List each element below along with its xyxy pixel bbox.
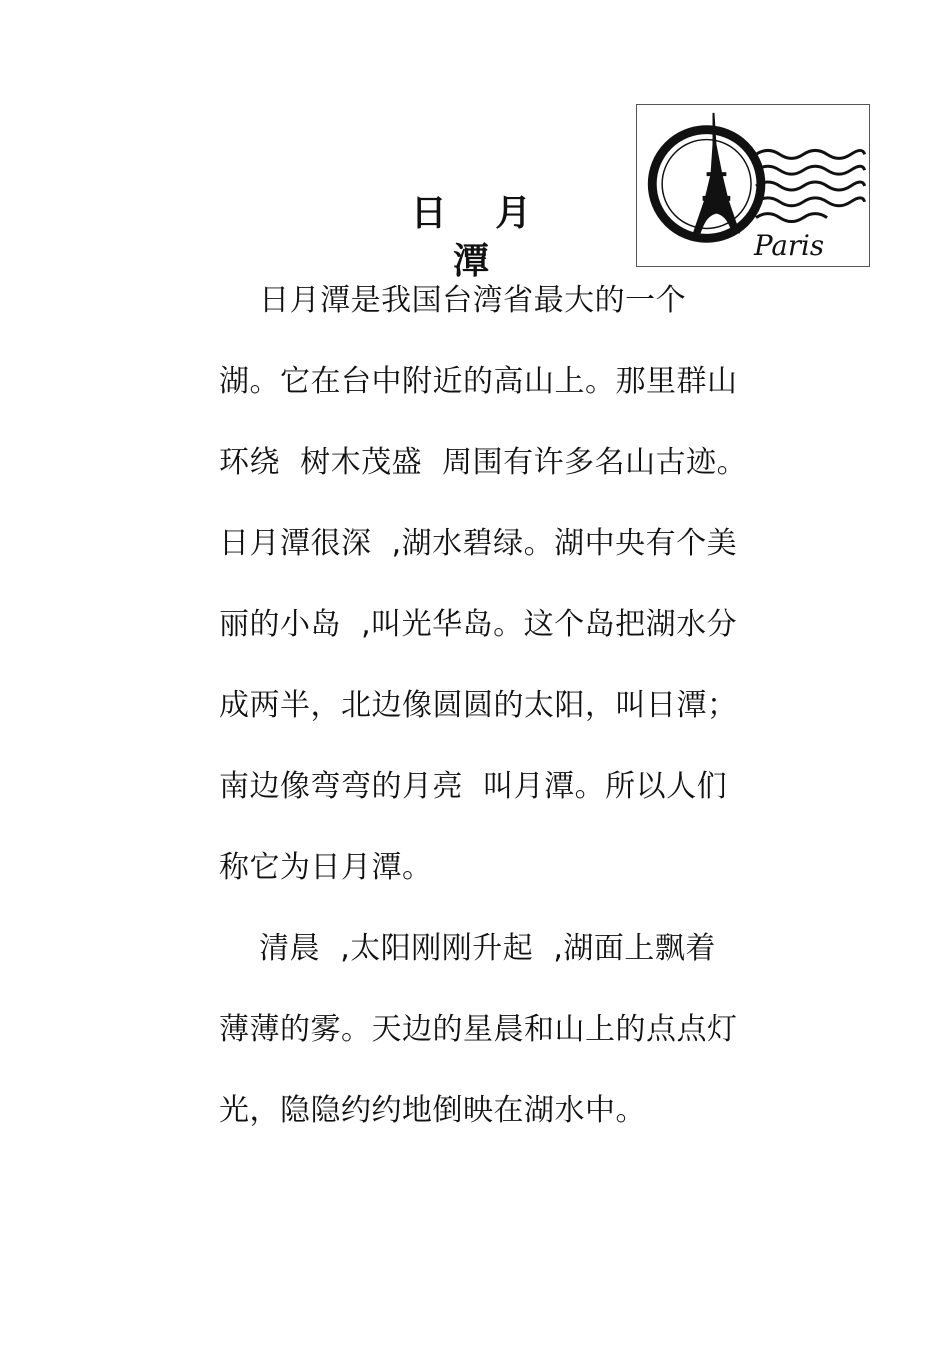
text-line: 称它为日月潭。 xyxy=(219,850,433,885)
document-body xyxy=(219,280,779,1171)
text-line: 清晨 ,太阳刚刚升起 ,湖面上飘着 xyxy=(219,931,716,966)
stamp-text: Paris xyxy=(753,229,825,263)
text-line: 光，隐隐约约地倒映在湖水中。 xyxy=(219,1093,646,1128)
text-line: 薄薄的雾。天边的星晨和山上的点点灯 xyxy=(219,1012,738,1047)
paris-stamp-image xyxy=(636,104,870,267)
text-line: 丽的小岛 ,叫光华岛。这个岛把湖水分 xyxy=(219,607,738,642)
page-title: 日 月 潭 xyxy=(410,193,550,282)
text-line: 湖。它在台中附近的高山上。那里群山 xyxy=(219,364,738,399)
text-line: 日月潭是我国台湾省最大的一个 xyxy=(219,283,687,318)
text-line: 南边像弯弯的月亮 叫月潭。所以人们 xyxy=(219,769,728,804)
text-line: 日月潭很深 ,湖水碧绿。湖中央有个美 xyxy=(219,526,738,561)
text-line: 成两半，北边像圆圆的太阳，叫日潭； xyxy=(219,688,738,723)
text-line: 环绕 树木茂盛 周围有许多名山古迹。 xyxy=(219,445,748,480)
eiffel-tower-postmark-icon xyxy=(637,105,869,266)
